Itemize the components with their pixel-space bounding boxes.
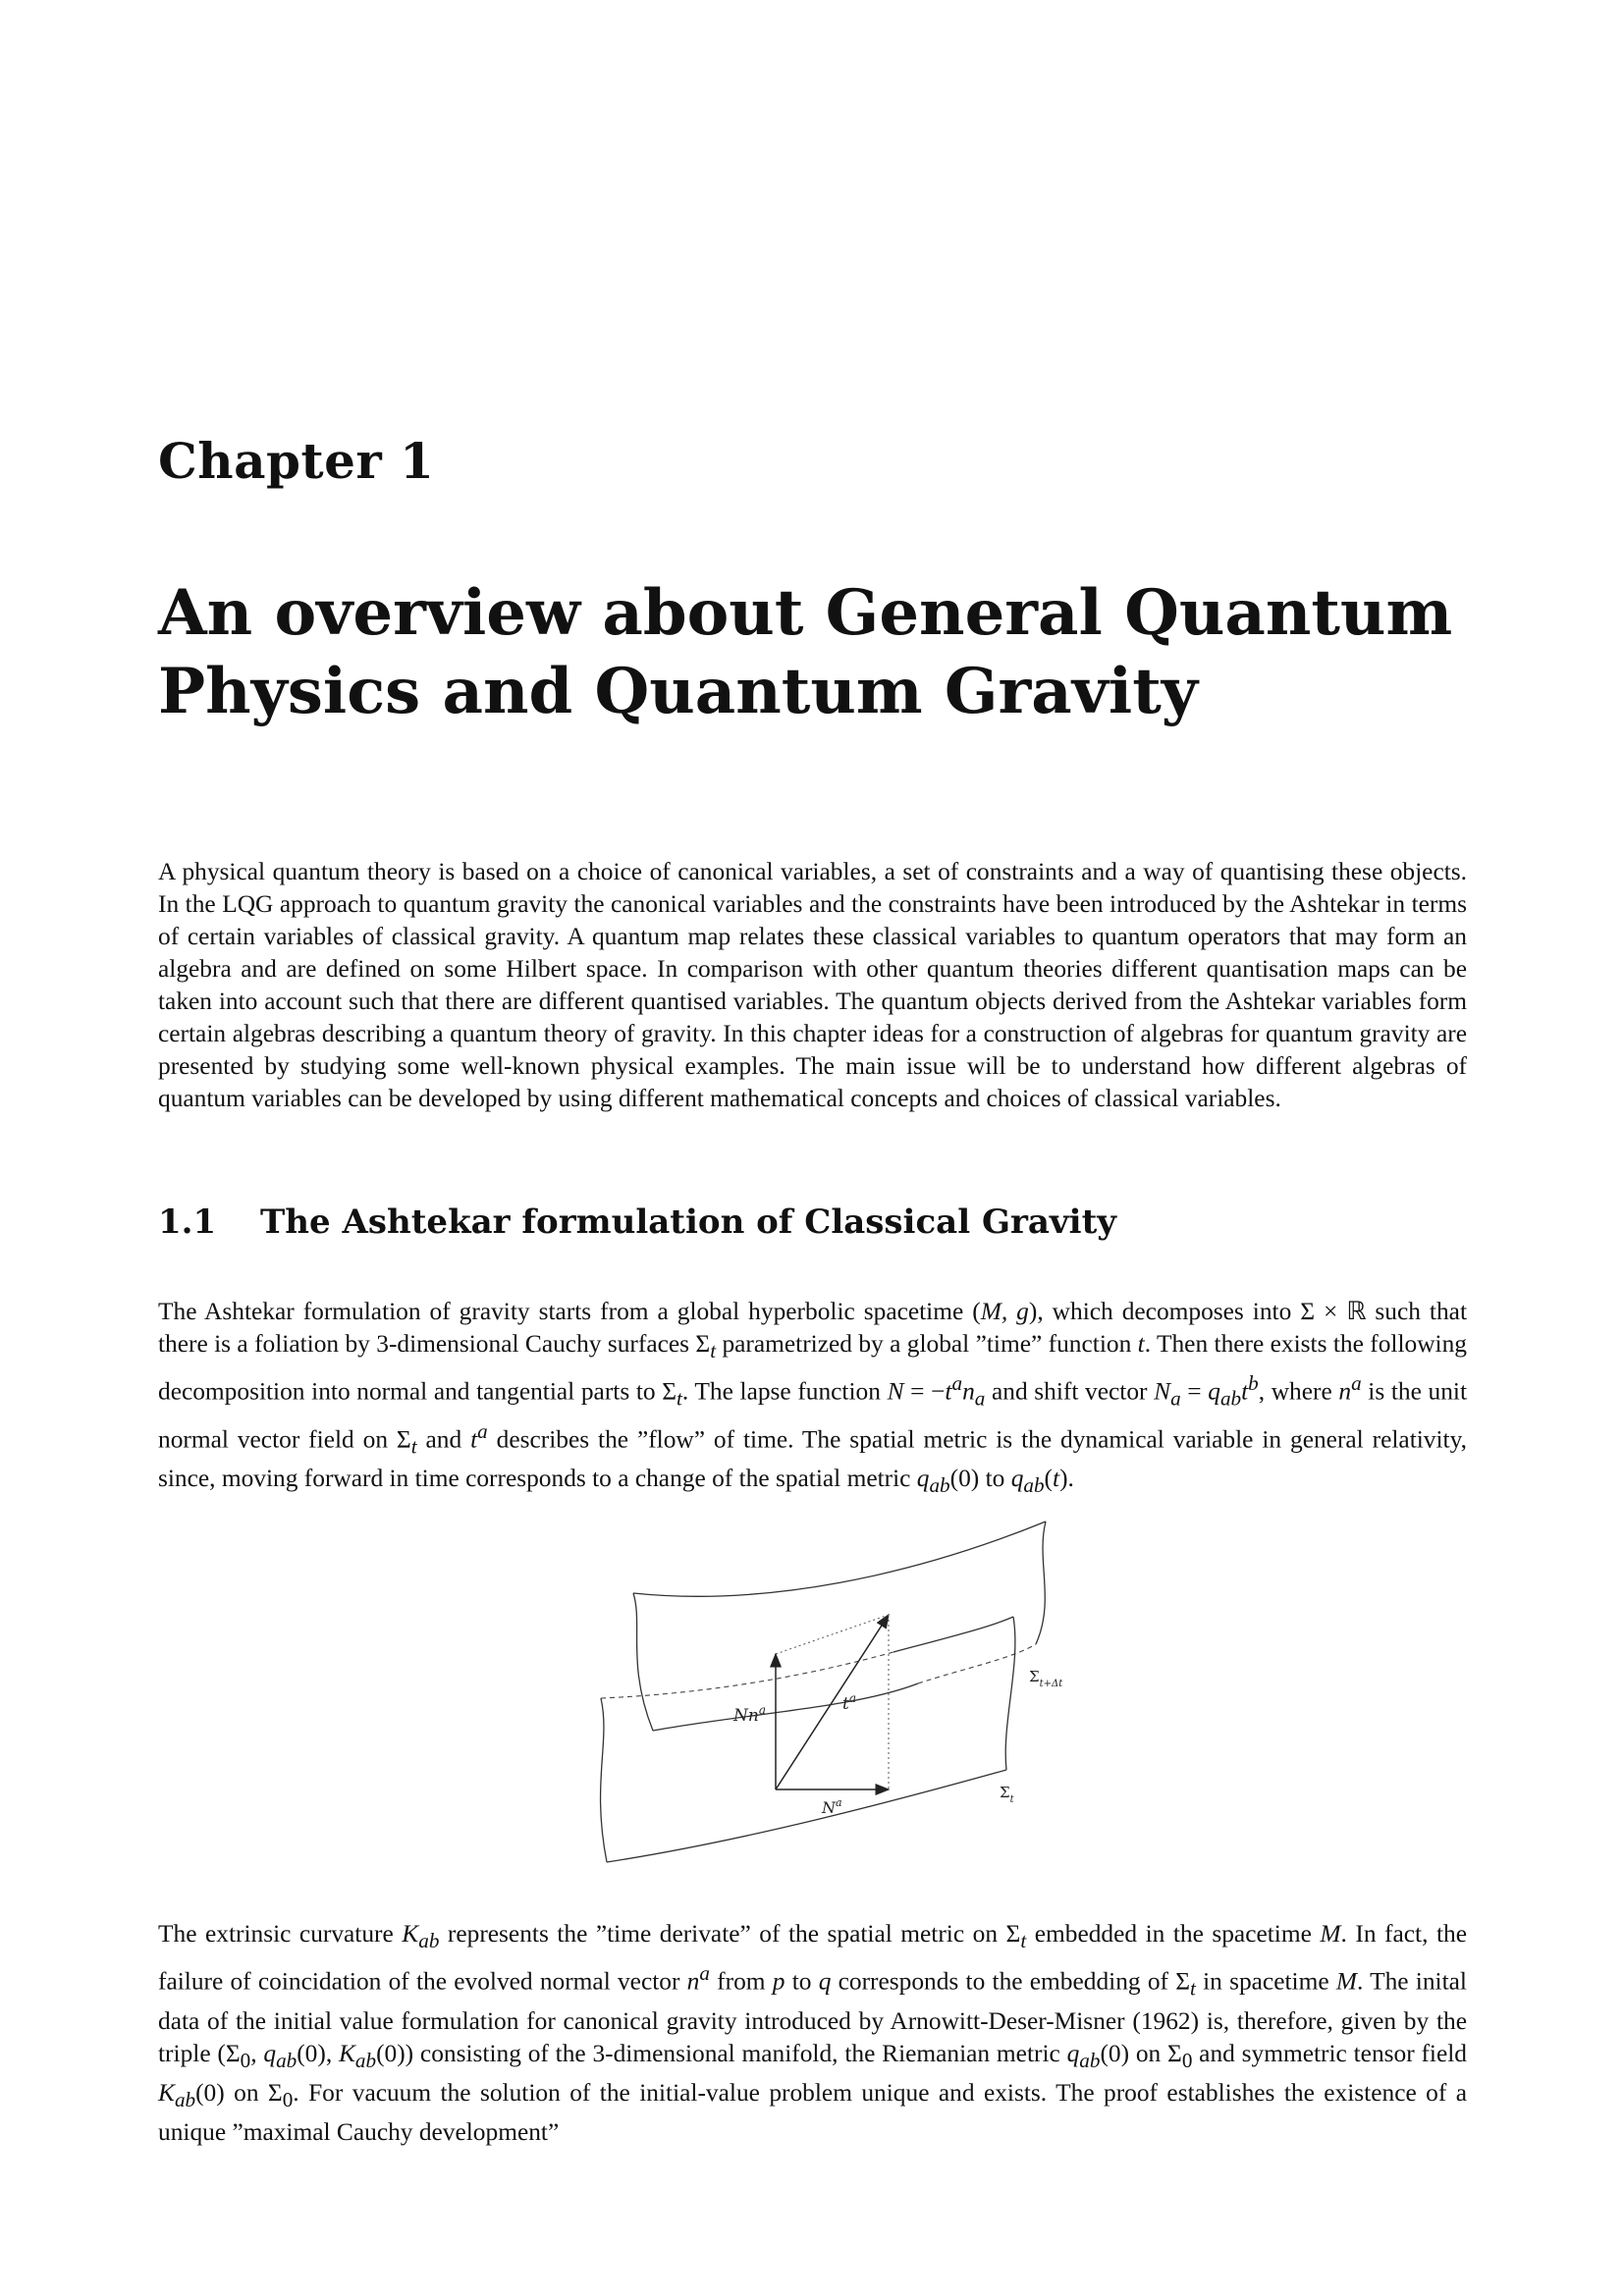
intro-paragraph — [158, 856, 1467, 1115]
surface-lower-bottom-edge — [607, 1770, 1006, 1862]
section-number: 1.1 — [158, 1202, 217, 1242]
section-paragraph-2 — [158, 1918, 1467, 2149]
chapter-title: An overview about General Quantum Physics and Quantum Gravity — [158, 576, 1453, 728]
foliation-figure — [589, 1517, 1139, 1894]
surface-lower-top-edge — [893, 1617, 1013, 1652]
label-normal-vector: Nn$^a$ — [733, 1703, 766, 1726]
surface-upper-left-edge — [633, 1593, 653, 1731]
section-paragraph-1 — [158, 1296, 1467, 1502]
section-paragraph-2-text: The extrinsic curvature $K_{ab}$ represents the ”time derivate” of the spatial metric on $\Sigma_t$ embedded in the spacetime M. In fact, the failure of coincidation of the evolved normal vector $n^a$ from p to q corresponds to the embedding of $\Sigma_t$ in spacetime M. The inital data of the initial value formulation for canonical gravity introduced by Arnowitt-Deser-Misner (1962) is, therefore, given by the triple ($\Sigma_0$, $q_{ab}(0)$, $K_{ab}(0)$) consisting of the 3-dimensional manifold, the Riemanian metric $q_{ab}(0)$ on $\Sigma_0$ and symmetric tensor field $K_{ab}(0)$ on $\Sigma_0$. For vacuum the solution of the initial-value problem unique and exists. The proof establishes the existence of a unique ”maximal Cauchy development” — [158, 1920, 1467, 2146]
time-vector-arrow — [776, 1615, 889, 1789]
surface-upper-top-edge — [633, 1522, 1046, 1596]
surface-upper-hidden-edge — [918, 1644, 1036, 1683]
label-shift-vector: $N^a$ — [822, 1796, 842, 1817]
chapter-label: Chapter 1 — [158, 432, 435, 490]
surface-lower-left-edge — [601, 1698, 607, 1862]
section-heading — [158, 1202, 1116, 1242]
foliation-diagram — [589, 1517, 1139, 1890]
label-time-vector: $t^a$ — [842, 1691, 856, 1714]
dotted-top-guide — [776, 1615, 889, 1654]
surface-lower-right-edge — [1005, 1617, 1015, 1770]
surface-upper-right-edge — [1036, 1522, 1046, 1644]
intro-text: A physical quantum theory is based on a choice of canonical variables, a set of constraints and a way of quantising these objects. In the LQG approach to quantum gravity the canonical variables and the constraints have been introduced by the Ashtekar in terms of certain variables of classical gravity. A quantum map relates these classical variables to quantum operators that may form an algebra and are defined on some Hilbert space. In comparison with other quantum theories different quantisation maps can be taken into account such that there are different quantised variables. The quantum objects derived from the Ashtekar variables form certain algebras describing a quantum theory of gravity. In this chapter ideas for a construction of algebras for quantum gravity are presented by studying some well-known physical examples. The main issue will be to understand how different algebras of quantum variables can be developed by using different mathematical concepts and choices of classical variables. — [158, 858, 1467, 1112]
section-title: The Ashtekar formulation of Classical Gravity — [260, 1202, 1117, 1242]
label-sigma-t: $\Sigma_t$ — [1000, 1784, 1014, 1805]
section-paragraph-1-text: The Ashtekar formulation of gravity starts from a global hyperbolic spacetime (M, g), which decomposes into Σ × ℝ such that there is a foliation by 3-dimensional Cauchy surfaces $\Sigma_t$ parametrized by a global ”time” function t. Then there exists the following decomposition into normal and tangential parts to $\Sigma_t$. The lapse function $N = -t^an_a$ and shift vector $N_a = q_{ab}t^b$, where $n^a$ is the unit normal vector field on $\Sigma_t$ and $t^a$ describes the ”flow” of time. The spatial metric is the dynamical variable in general relativity, since, moving forward in time corresponds to a change of the spatial metric $q_{ab}(0)$ to $q_{ab}(t)$. — [158, 1298, 1468, 1498]
label-sigma-t-plus-dt: $\Sigma_{t+\Delta t}$ — [1029, 1668, 1063, 1689]
